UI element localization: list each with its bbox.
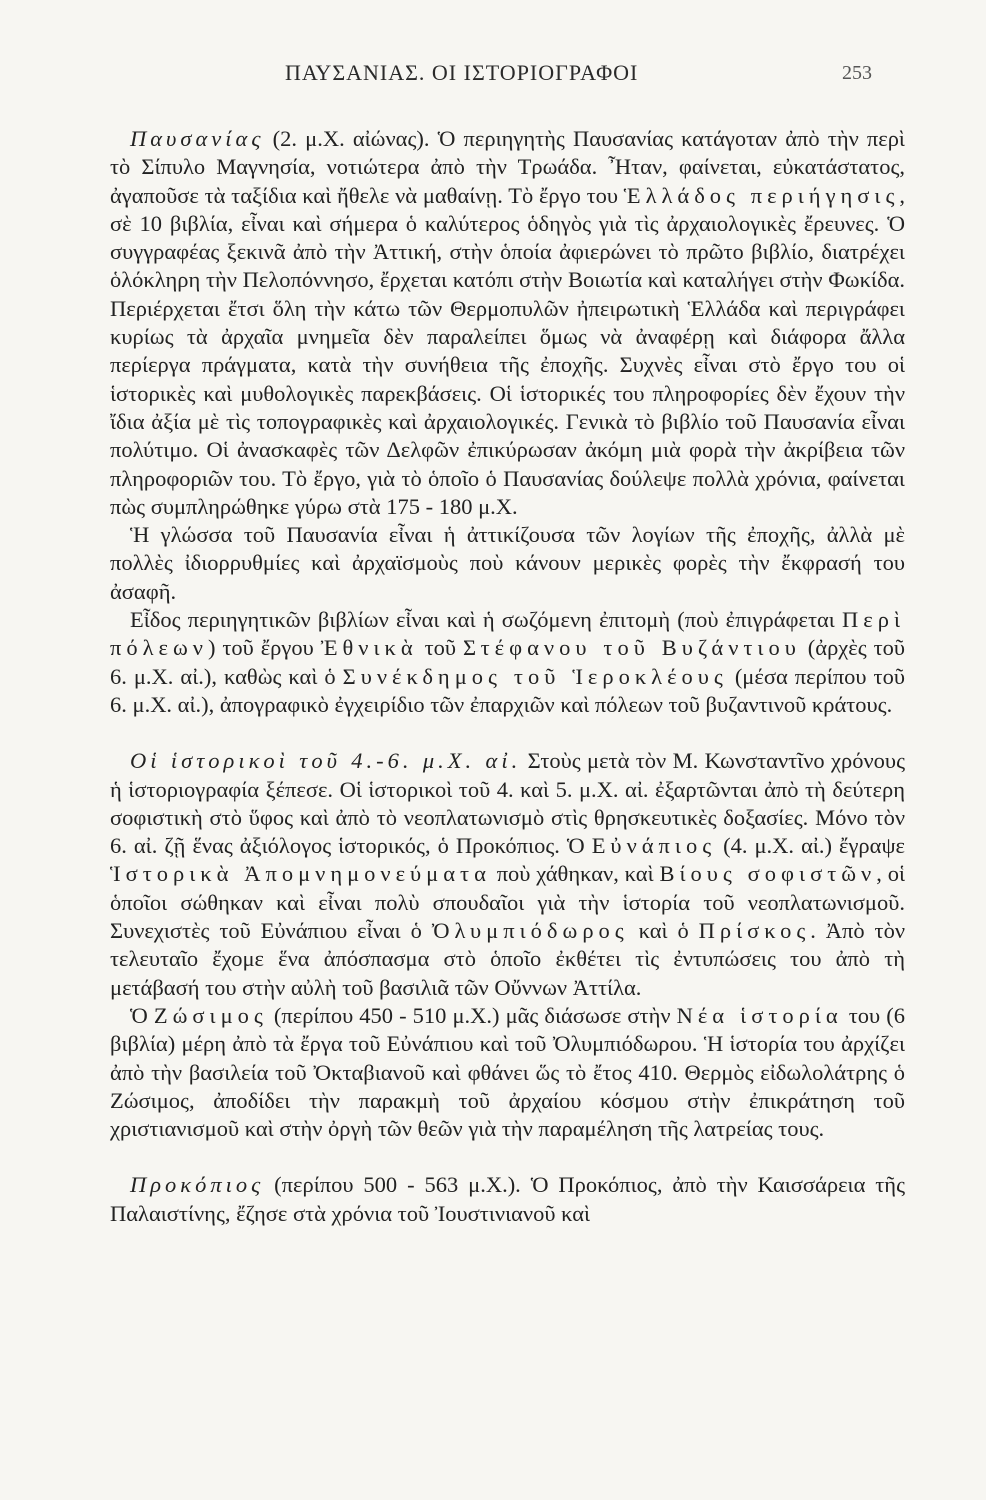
author-name: Εὐνάπιος [591, 833, 717, 859]
text-run: , οἱ ὁποῖοι σώθηκαν καὶ εἶναι πολὺ σπουδαῖοι γιὰ τὴν ἱστορία τοῦ νεοπλατωνισμοῦ. Συνεχιστὲς τοῦ Εὐνάπιου εἶναι ὁ [110, 861, 905, 944]
author-name: Πρίσκος [698, 918, 811, 944]
work-title: Ἐθνικὰ [320, 635, 418, 661]
text-run: τοῦ [417, 635, 463, 661]
text-run: (2. μ.Χ. αἰώνας). Ὁ περιηγητὴς Παυσανίας κατάγοταν ἀπὸ τὴν περὶ τὸ Σίπυλο Μαγνησία, νοτιώτερα ἀπὸ τὴν Τρωάδα. Ἦταν, φαίνεται, εὐκατάστατος, ἀγαποῦσε τὰ ταξίδια καὶ ἤθελε νὰ μαθαίνῃ. Τὸ ἔργο του [110, 126, 905, 208]
text-run: Στοὺς μετὰ τὸν Μ. Κωνσταντῖνο χρόνους ἡ ἱστοριογραφία ξέπεσε. Οἱ ἱστορικοὶ τοῦ 4. καὶ 5. μ.Χ. αἰ. ἐξαρτῶνται ἀπὸ τὴ δεύτερη σοφιστικὴ στὸ ὕφος καὶ ἀπὸ τὸ νεοπλατωνισμὸ στὶς θρησκευτικὲς δοξασίες. Μόνο τὸν 6. αἰ. ζῇ ἕνας ἀξιόλογος ἱστορικός, ὁ Προκόπιος. Ὁ [110, 748, 905, 859]
text-run: (περίπου 450 - 510 μ.Χ.) μᾶς διάσωσε στὴν [267, 1002, 677, 1028]
page-number: 253 [842, 62, 872, 84]
text-run: Εἶδος περιηγητικῶν βιβλίων εἶναι καὶ ἡ σωζόμενη ἐπιτομὴ (ποὺ ἐπιγράφεται [130, 607, 843, 633]
text-run: Ὁ [130, 1002, 154, 1028]
historians-paragraph [110, 747, 905, 1002]
work-title: Συνέκδημος τοῦ Ἱεροκλέους [342, 663, 728, 689]
work-title: Βίους σοφιστῶν [659, 861, 877, 887]
author-name: Ζώσιμος [153, 1002, 268, 1028]
text-run: ποὺ χάθηκαν, καὶ [490, 861, 660, 887]
text-run: ) τοῦ ἔργου [207, 635, 321, 661]
text-run: , σὲ 10 βιβλία, εἶναι καὶ σήμερα ὁ καλύτερος ὁδηγὸς γιὰ τὶς ἀρχαιολογικὲς ἔρευνες. Ὁ συγγραφέας ξεκινᾶ ἀπὸ τὴν Ἀττική, στὴν ὁποία ἀφιερώνει τὸ πρῶτο βιβλίο, διατρέχει ὁλόκληρη τὴν Πελοπόννησο, ἔρχεται κατόπι στὴν Βοιωτία καὶ καταλήγει στὴν Φωκίδα. Περιέρχεται ἔτσι ὅλη τὴν κάτω τῶν Θερμοπυλῶν ἠπειρωτικὴ Ἑλλάδα καὶ περιγράφει κυρίως τὰ ἀρχαῖα μνημεῖα δὲν παραλείπει ὅμως νὰ ἀναφέρῃ καὶ διάφορα ἄλλα περίεργα πράγματα, κατὰ τὴν συνήθεια τῆς ἐποχῆς. Συχνὲς εἶναι στὸ ἔργο του οἱ ἱστορικὲς καὶ μυθολογικὲς παρεκβάσεις. Οἱ ἱστορικές του πληροφορίες δὲν ἔχουν τὴν ἴδια ἀξία μὲ τὶς τοπογραφικὲς καὶ ἀρχαιολογικές. Γενικὰ τὸ βιβλίο τοῦ Παυσανία εἶναι πολύτιμο. Οἱ ἀνασκαφὲς τῶν Δελφῶν ἐπικύρωσαν ἀκόμη μιὰ φορὰ τὴν ἀκρίβεια τῶν πληροφοριῶν του. Τὸ ἔργο, γιὰ τὸ ὁποῖο ὁ Παυσανίας δούλεψε πολλὰ χρόνια, φαίνεται πὼς συμπληρώθηκε γύρω στὰ 175 - 180 μ.Χ. [110, 182, 905, 519]
work-title: Ἱστορικὰ Ἀπομνημονεύματα [110, 861, 491, 887]
body-text [110, 125, 905, 1228]
periegetic-works-paragraph [110, 606, 905, 719]
text-run: (4. μ.Χ. αἰ.) ἔγραψε [716, 833, 905, 859]
text-run: (περίπου 500 - 563 μ.Χ.). Ὁ Προκόπιος, ἀπὸ τὴν Καισσάρεια τῆς Παλαιστίνης, ἔζησε στὰ χρόνια τοῦ Ἰουστινιανοῦ καὶ [110, 1172, 905, 1226]
work-title: Περὶ πόλεων [110, 607, 905, 661]
text-run: . Ἀπὸ τὸν τελευταῖο ἔχομε ἕνα ἀπόσπασμα στὸ ὁποῖο ἐκθέτει τὶς ἐντυπώσεις του ἀπὸ τὴ μετάβασή του στὴν αὐλὴ τοῦ βασιλιᾶ τῶν Οὔννων Ἀττίλα. [110, 918, 906, 1000]
text-run: (μέσα περίπου τοῦ 6. μ.Χ. αἰ.), ἀπογραφικὸ ἐγχειρίδιο τῶν ἐπαρχιῶν καὶ πόλεων τοῦ βυζαντινοῦ κράτους. [110, 663, 905, 717]
pausanias-language-paragraph: Ἡ γλώσσα τοῦ Παυσανία εἶναι ἡ ἀττικίζουσα τῶν λογίων τῆς ἐποχῆς, ἀλλὰ μὲ πολλὲς ἰδιορρυθμίες καὶ ἀρχαϊσμοὺς ποὺ κάνουν μερικὲς φορὲς τὴν ἔκφρασή του ἀσαφῆ. [110, 522, 905, 604]
work-title: Ἑλλάδος περιήγησις [623, 182, 900, 208]
section-heading-historians: Οἱ ἱστορικοὶ τοῦ 4.-6. μ.Χ. αἰ. [130, 748, 522, 774]
page-header [0, 60, 986, 94]
procopius-paragraph [110, 1171, 905, 1228]
author-name: Στέφανου τοῦ Βυζάντιου [462, 635, 801, 661]
zosimos-paragraph [110, 1002, 905, 1143]
text-run: του (6 βιβλία) μέρη ἀπὸ τὰ ἔργα τοῦ Εὐνάπιου καὶ τοῦ Ὀλυμπιόδωρου. Ἡ ἱστορία του ἀρχίζει ἀπὸ τὴν βασιλεία τοῦ Ὀκταβιανοῦ καὶ φθάνει ὥς τὸ ἔτος 410. Θερμὸς εἰδωλολάτρης ὁ Ζώσιμος, ἀποδίδει τὴν παρακμὴ τοῦ ἀρχαίου κόσμου στὴν ἐπικράτηση τοῦ χριστιανισμοῦ καὶ στὴν ὀργὴ τῶν θεῶν γιὰ τὴν παραμέληση τῆς λατρείας τους. [110, 1002, 905, 1142]
work-title: Νέα ἱστορία [676, 1002, 843, 1028]
text-run: (ἀρχὲς τοῦ 6. μ.Χ. αἰ.), καθὼς καὶ ὁ [110, 635, 906, 689]
text-run: καὶ ὁ [628, 918, 699, 944]
pausanias-paragraph [110, 125, 905, 521]
section-heading-procopius: Προκόπιος [130, 1172, 265, 1198]
author-name: Ὀλυμπιόδωρος [431, 918, 629, 944]
section-heading-pausanias: Παυσανίας [130, 126, 265, 151]
running-title: ΠΑΥΣΑΝΙΑΣ. ΟΙ ΙΣΤΟΡΙΟΓΡΑΦΟΙ [285, 60, 639, 85]
